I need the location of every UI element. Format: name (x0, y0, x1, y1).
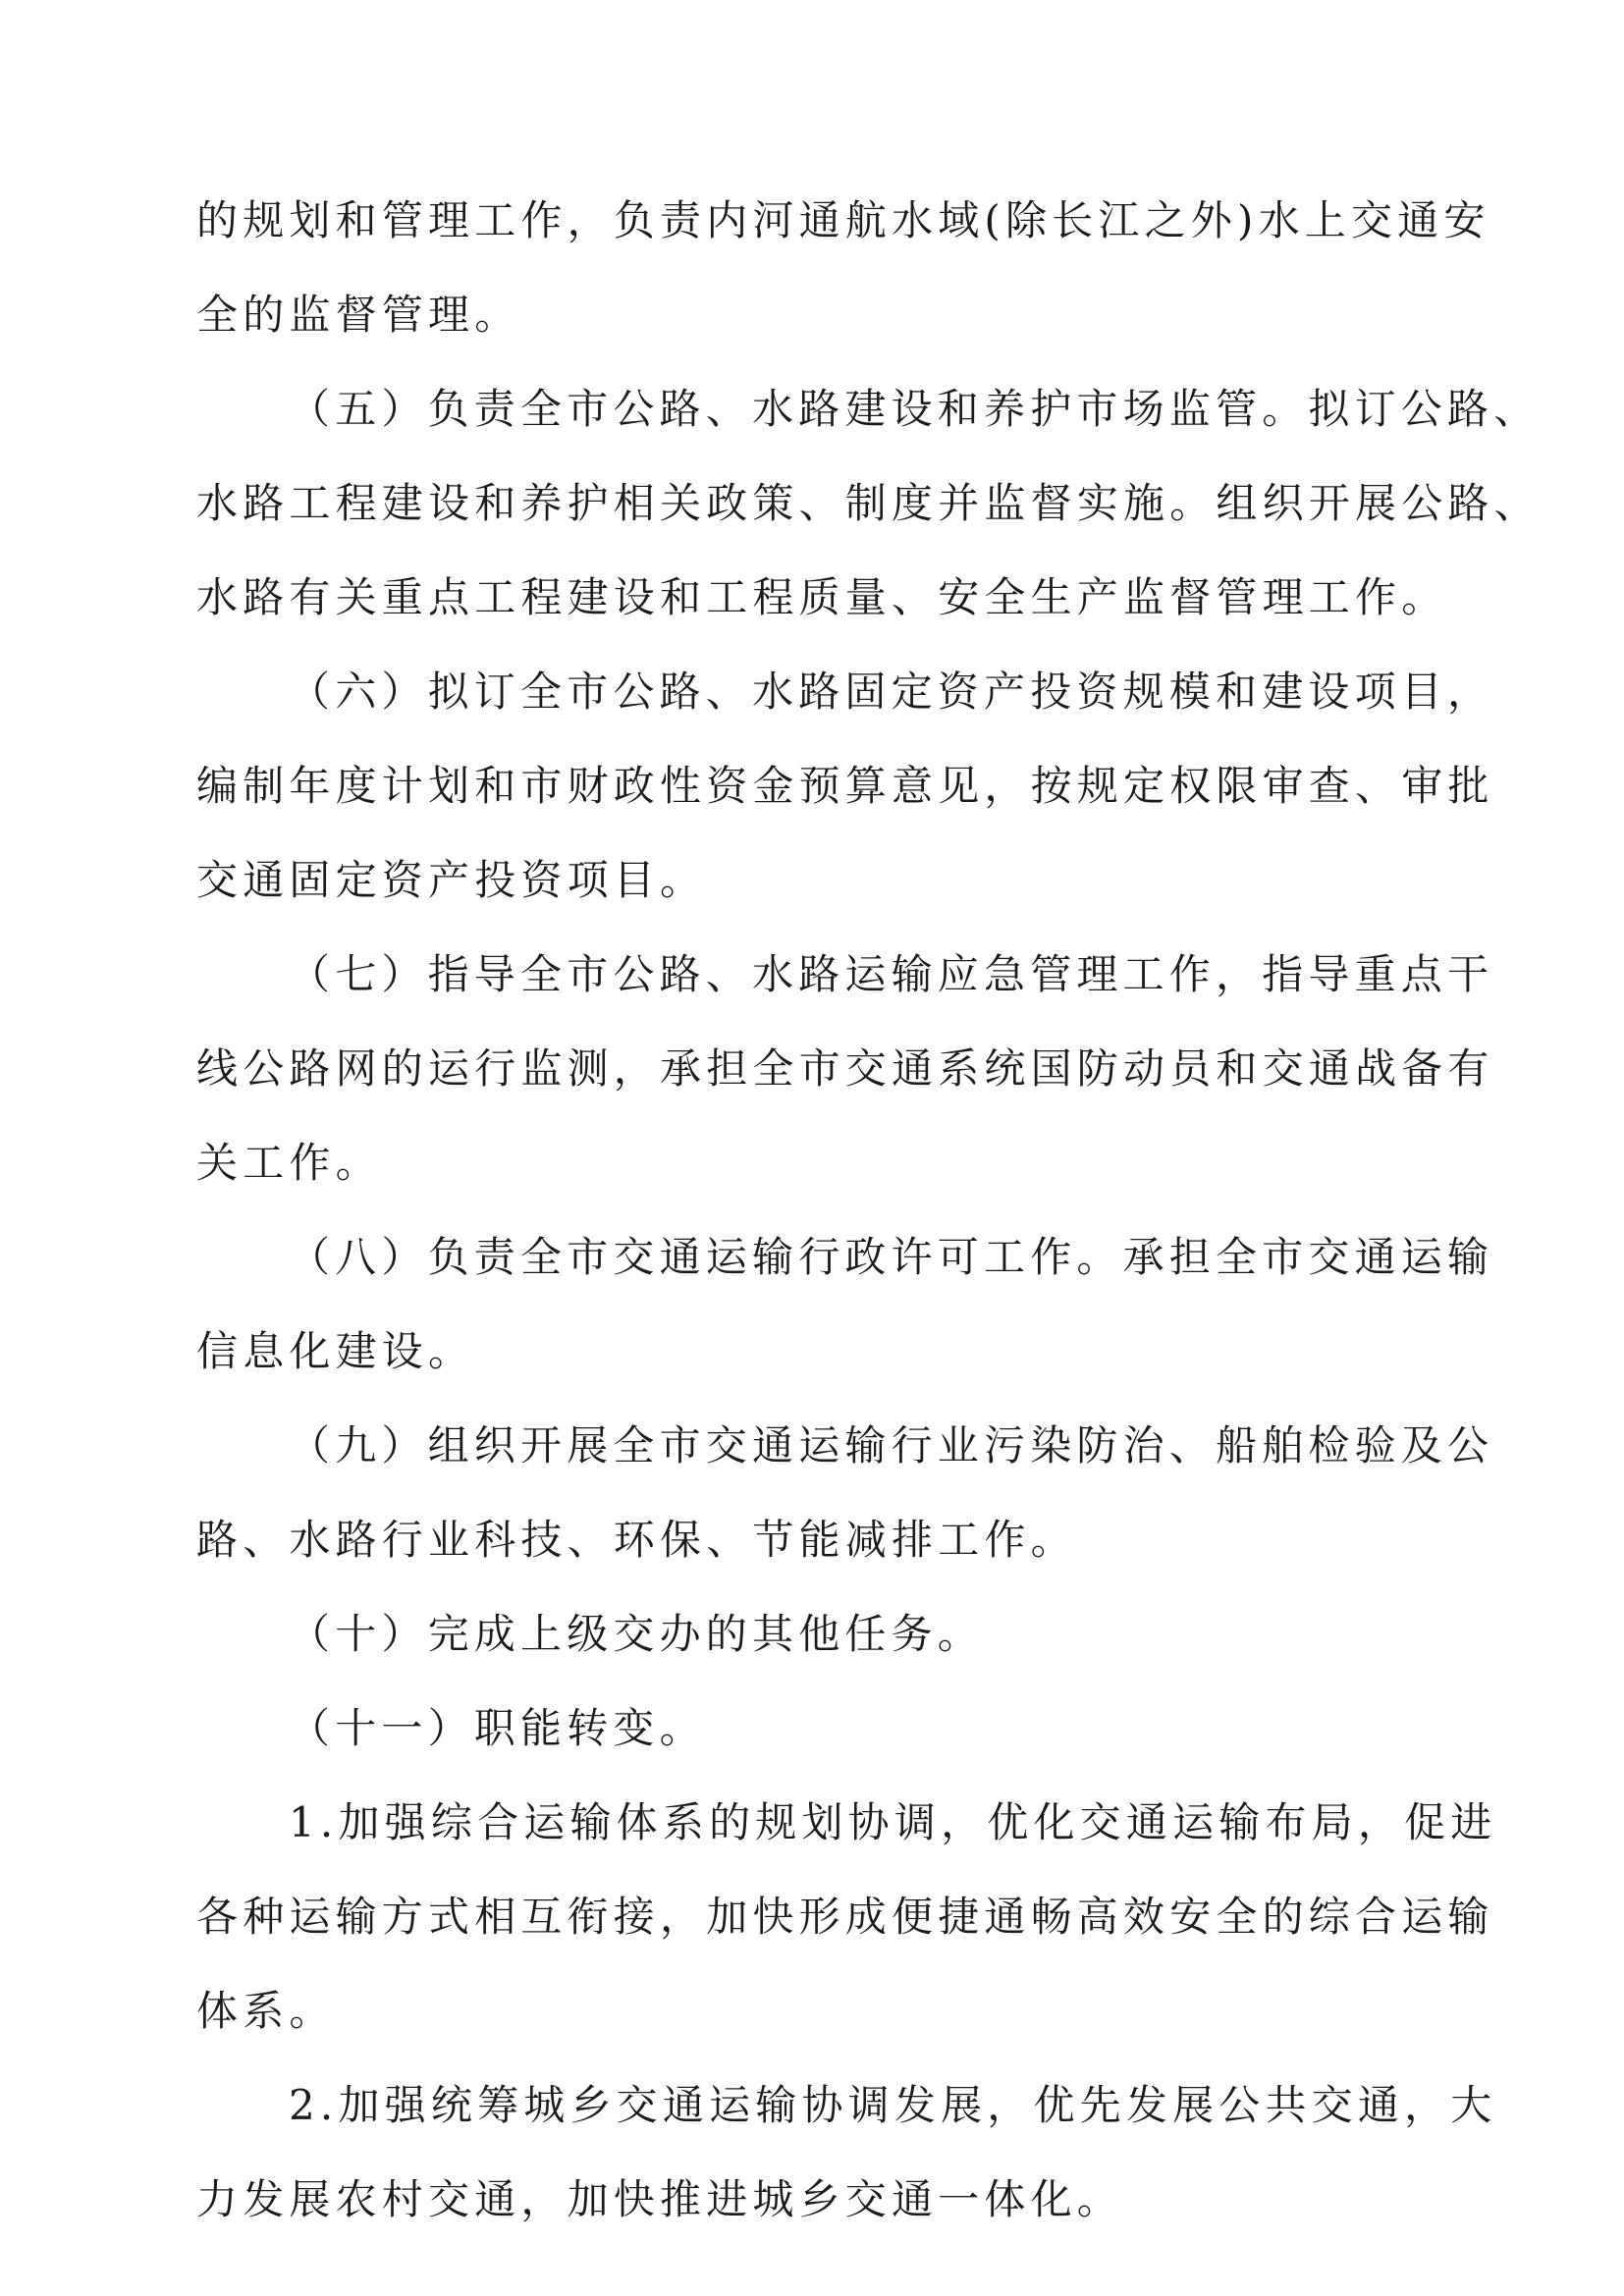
text-line: 关工作。 (196, 1139, 382, 1187)
text-line: （十）完成上级交办的其他任务。 (289, 1610, 985, 1658)
text-line: 各种运输方式相互衔接，加快形成便捷通畅高效安全的综合运输 (196, 1893, 1494, 1941)
paragraph-item-5 (196, 362, 1541, 645)
text-line: 力发展农村交通，加快推进城乡交通一体化。 (196, 2175, 1124, 2223)
text-line: 水路有关重点工程建设和工程质量、安全生产监督管理工作。 (196, 573, 1448, 621)
text-line: 信息化建设。 (196, 1327, 475, 1375)
paragraph-subitem-1 (196, 1776, 1497, 2058)
paragraph-item-9 (196, 1399, 1494, 1587)
text-line: （五）负责全市公路、水路建设和养护市场监管。拟订公路、 (289, 385, 1541, 433)
text-line: 交通固定资产投资项目。 (196, 856, 707, 904)
text-line: （七）指导全市公路、水路运输应急管理工作，指导重点干 (289, 950, 1494, 998)
text-line: 路、水路行业科技、环保、节能减排工作。 (196, 1516, 1077, 1564)
paragraph-item-6 (196, 645, 1494, 928)
text-line: 体系。 (196, 1987, 336, 2035)
text-line: 2.加强统筹城乡交通运输协调发展，优先发展公共交通，大 (289, 2081, 1497, 2129)
text-line: （六）拟订全市公路、水路固定资产投资规模和建设项目， (289, 667, 1494, 716)
paragraph-item-11 (196, 1682, 1434, 1776)
paragraph-continued-duties (196, 174, 1490, 362)
text-line: 的规划和管理工作，负责内河通航水域(除长江之外)水上交通安 (196, 196, 1490, 244)
text-line: （十一）职能转变。 (289, 1704, 706, 1752)
text-line: 编制年度计划和市财政性资金预算意见，按规定权限审查、审批 (196, 762, 1494, 810)
paragraph-item-10 (196, 1587, 1434, 1682)
paragraph-item-8 (196, 1210, 1494, 1399)
text-line: 1.加强综合运输体系的规划协调，优化交通运输布局，促进 (289, 1798, 1497, 1846)
paragraph-item-7 (196, 928, 1494, 1210)
text-line: 全的监督管理。 (196, 291, 521, 339)
text-line: 线公路网的运行监测，承担全市交通系统国防动员和交通战备有 (196, 1044, 1494, 1093)
text-line: 水路工程建设和养护相关政策、制度并监督实施。组织开展公路、 (196, 479, 1541, 527)
text-line: （九）组织开展全市交通运输行业污染防治、船舶检验及公 (289, 1421, 1494, 1469)
document-body (196, 174, 1541, 2247)
paragraph-subitem-2 (196, 2058, 1497, 2247)
text-line: （八）负责全市交通运输行政许可工作。承担全市交通运输 (289, 1233, 1494, 1281)
